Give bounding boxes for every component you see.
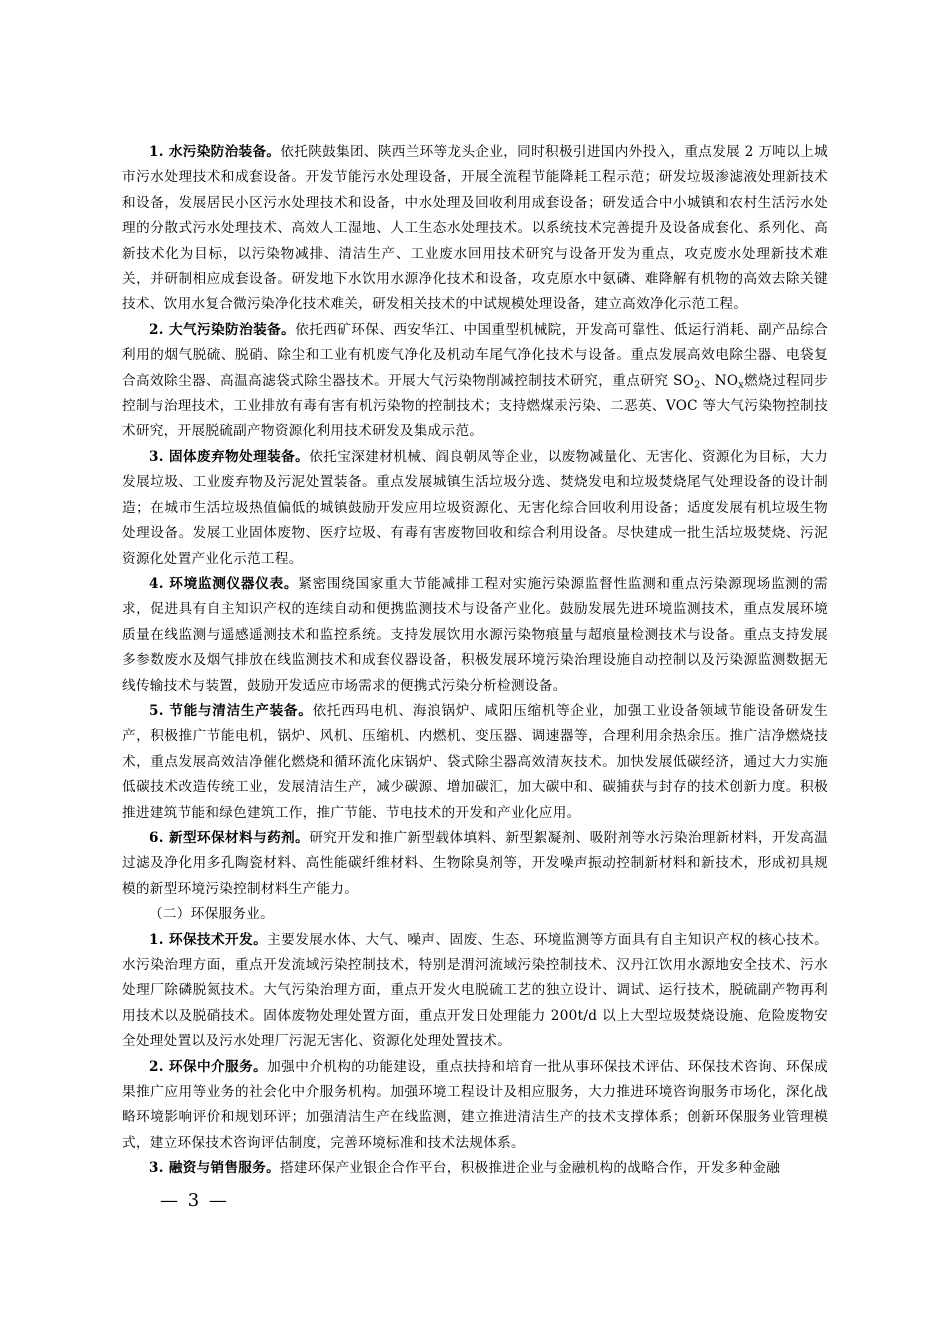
paragraph-solid-waste [122, 445, 828, 572]
paragraph-lead: 6. 新型环保材料与药剂。 [149, 829, 310, 846]
paragraph-lead: 2. 大气污染防治装备。 [149, 321, 296, 338]
paragraph-text: 依托西玛电机、海浪锅炉、咸阳压缩机等企业，加强工业设备领域节能设备研发生产，积极推广节能电机，锅炉、风机、压缩机、内燃机、变压器、调速器等，合理利用余热余压。推广洁净燃烧技术，重点发展高效洁净催化燃烧和循环流化床锅炉、袋式除尘器高效清灰技术。加快发展低碳经济，通过大力实施低碳技术改造传统工业，发展清洁生产，减少碳源、增加碳汇，加大碳中和、碳捕获与封存的技术创新力度。积极推进建筑节能和绿色建筑工作，推广节能、节电技术的开发和产业化应用。 [122, 702, 828, 821]
paragraph-text: 燃烧过程同步控制与治理技术，工业排放有毒有害有机污染物的控制技术；支持燃煤汞污染、二恶英、VOC 等大气污染物控制技术研究，开展脱硫副产物资源化利用技术研发及集成示范。 [122, 372, 828, 440]
paragraph-lead: 2. 环保中介服务。 [149, 1058, 268, 1075]
paragraph-text: 搭建环保产业银企合作平台，积极推进企业与金融机构的战略合作，开发多种金融 [279, 1160, 781, 1177]
paragraph-financing [122, 1156, 828, 1181]
subscript: 2 [694, 379, 701, 391]
paragraph-intermediary [122, 1055, 828, 1157]
paragraph-materials [122, 826, 828, 902]
paragraph-lead: 1. 水污染防治装备。 [149, 144, 281, 160]
paragraph-text: 紧密围绕国家重大节能减排工程对实施污染源监督性监测和重点污染源现场监测的需求，促进具有自主知识产权的连续自动和便携监测技术与设备产业化。鼓励发展先进环境监测技术，重点发展环境质量在线监测与遥感遥测技术和监控系统。支持发展饮用水源污染物痕量与超痕量检测技术与设备。重点支持发展多参数废水及烟气排放在线监测技术和成套仪器设备，积极发展环境污染治理设施自动控制以及污染源监测数据无线传输技术与装置，鼓励开发适应市场需求的便携式污染分析检测设备。 [122, 575, 828, 694]
paragraph-energy-saving [122, 699, 828, 826]
paragraph-text: 依托宝深建材机械、阎良朝凤等企业，以废物减量化、无害化、资源化为目标，大力发展垃圾、工业废弃物及污泥处置装备。重点发展城镇生活垃圾分选、焚烧发电和垃圾焚烧尾气处理设备的设计制造；在城市生活垃圾热值偏低的城镇鼓励开发应用垃圾资源化、无害化综合回收利用设备；适度发展有机垃圾生物处理设备。发展工业固体废物、医疗垃圾、有毒有害废物回收和综合利用设备。尽快建成一批生活垃圾焚烧、污泥资源化处置产业化示范工程。 [122, 448, 828, 567]
paragraph-text: 加强中介机构的功能建设，重点扶持和培育一批从事环保技术评估、环保技术咨询、环保成果推广应用等业务的社会化中介服务机构。加强环境工程设计及相应服务，大力推进环境咨询服务市场化，深化战略环境影响评价和规划环评；加强清洁生产在线监测，建立推进清洁生产的技术支撑体系；创新环保服务业管理模式，建立环保技术咨询评估制度，完善环境标准和技术法规体系。 [122, 1058, 828, 1151]
paragraph-text: 依托西矿环保、西安华江、中国重型机械院，开发高可靠性、低运行消耗、副产品综合利用的烟气脱硫、脱硝、除尘和工业有机废气净化及机动车尾气净化技术与设备。重点发展高效电除尘器、电袋复合高效除尘器、高温高滤袋式除尘器技术。开展大气污染物削减控制技术研究，重点研究 SO [122, 321, 828, 389]
section-heading: （二）环保服务业。 [149, 906, 275, 923]
paragraph-lead: 1. 环保技术开发。 [149, 931, 268, 948]
paragraph-text: 、NO [700, 372, 739, 389]
paragraph-lead: 3. 固体废弃物处理装备。 [149, 448, 310, 465]
paragraph-lead: 3. 融资与销售服务。 [149, 1160, 280, 1177]
paragraph-text: 主要发展水体、大气、噪声、固废、生态、环境监测等方面具有自主知识产权的核心技术。水污染治理方面，重点开发流域污染控制技术，特别是渭河流域污染控制技术、汉丹江饮用水源地安全技术、污水处理厂除磷脱氮技术。大气污染治理方面，重点开发火电脱硫工艺的独立设计、调试、运行技术，脱硫副产物再利用技术以及脱硝技术。固体废物处理处置方面，重点开发日处理能力 200t/d 以上大型垃圾焚烧设施、危险废物安全处理处置以及污水处理厂污泥无害化、资源化处理处置技术。 [122, 931, 828, 1050]
paragraph-tech-dev [122, 928, 828, 1055]
paragraph-air-pollution [122, 318, 828, 445]
page-number: — 3 — [160, 1190, 229, 1211]
paragraph-lead: 5. 节能与清洁生产装备。 [149, 702, 313, 719]
document-body [122, 140, 828, 1182]
paragraph-monitoring [122, 572, 828, 699]
subscript: x [738, 379, 744, 391]
paragraph-lead: 4. 环境监测仪器仪表。 [149, 575, 299, 592]
paragraph-water-pollution [122, 140, 828, 318]
paragraph-text: 依托陕鼓集团、陕西兰环等龙头企业，同时积极引进国内外投入，重点发展 2 万吨以上城市污水处理技术和成套设备。开发节能污水处理设备，开展全流程节能降耗工程示范；研发垃圾渗滤液处理新技术和设备，发展居民小区污水处理技术和设备，中水处理及回收利用成套设备；研发适合中小城镇和农村生活污水处理的分散式污水处理技术、高效人工湿地、人工生态水处理技术。以系统技术完善提升及设备成套化、系列化、高新技术化为目标，以污染物减排、清洁生产、工业废水回用技术研究与设备开发为重点，攻克废水处理新技术难关，并研制相应成套设备。研发地下水饮用水源净化技术和设备，攻克原水中氨磷、难降解有机物的高效去除关键技术、饮用水复合微污染净化技术难关，研发相关技术的中试规模处理设备，建立高效净化示范工程。 [122, 144, 828, 313]
paragraph-text: 研究开发和推广新型载体填料、新型絮凝剂、吸附剂等水污染治理新材料，开发高温过滤及净化用多孔陶瓷材料、高性能碳纤维材料、生物除臭剂等，开发噪声振动控制新材料和新技术，形成初具规模的新型环境污染控制材料生产能力。 [122, 829, 828, 897]
